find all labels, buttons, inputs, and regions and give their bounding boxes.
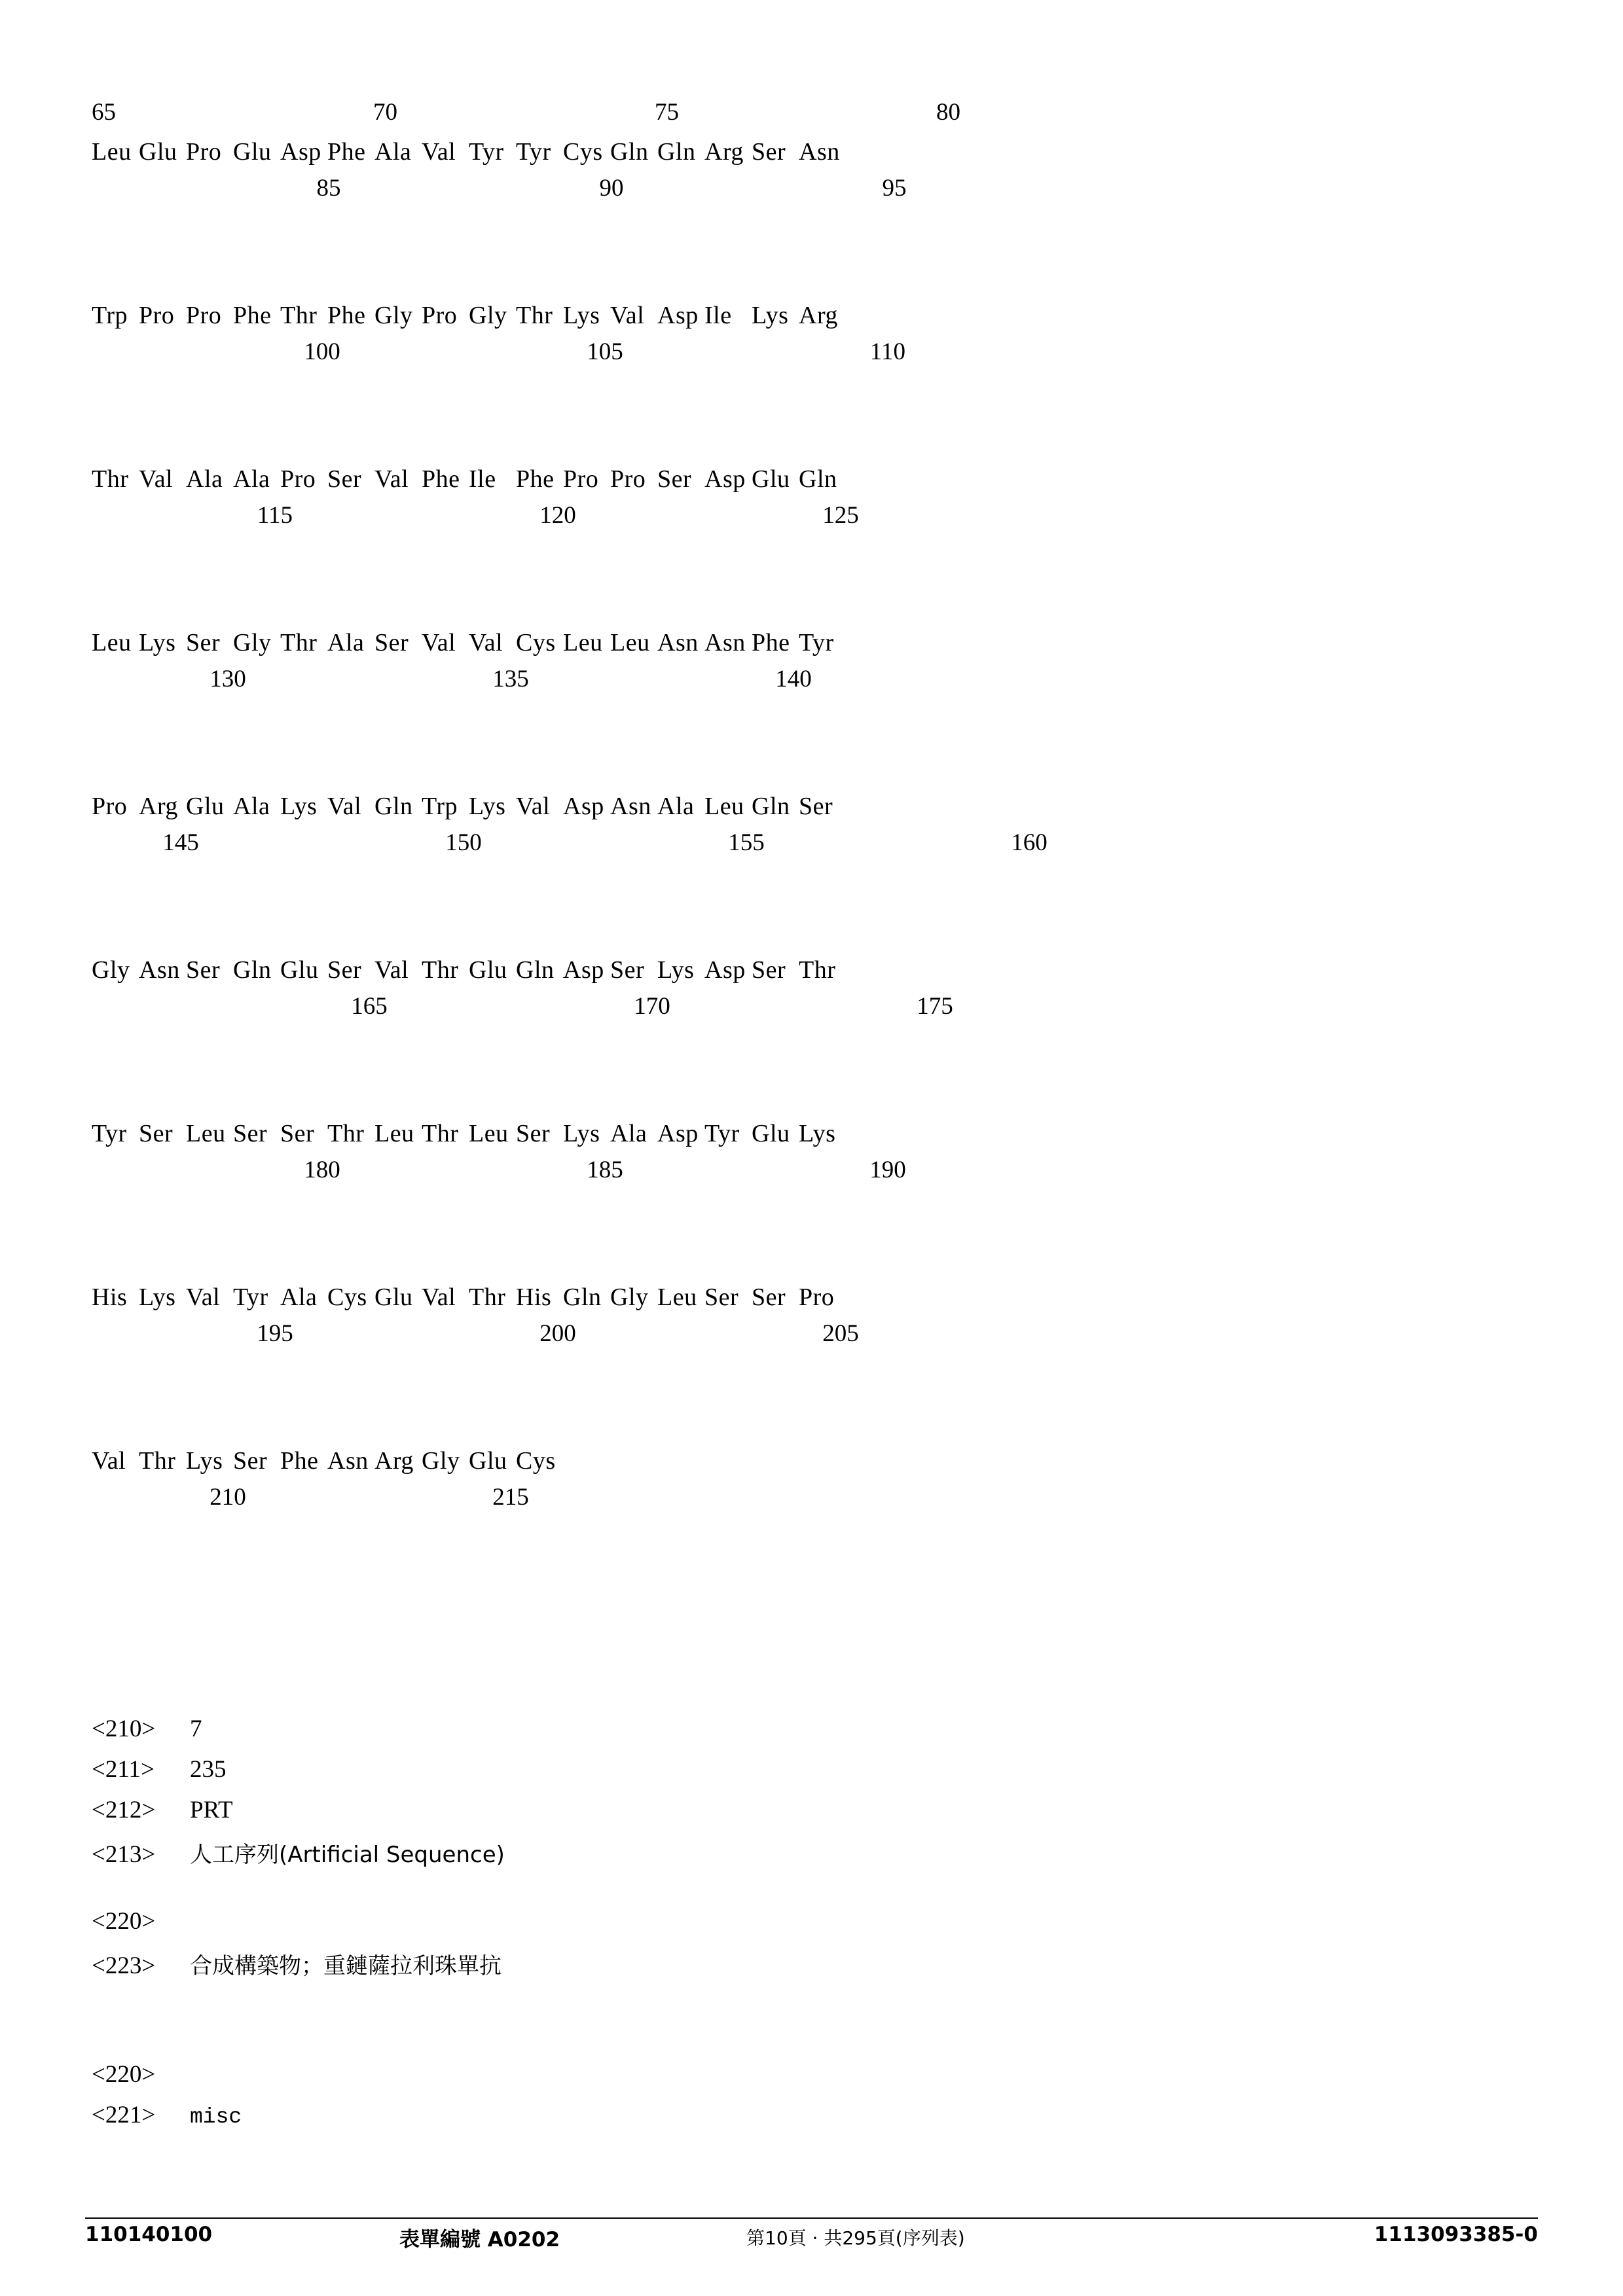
residue: Glu xyxy=(374,1283,413,1311)
residue-row xyxy=(92,1446,563,1475)
residue: Ile xyxy=(469,465,496,493)
sequence-block xyxy=(92,1446,1519,1610)
position-number: 170 xyxy=(634,993,670,1020)
tag-value: 235 xyxy=(190,1756,227,1783)
position-number: 130 xyxy=(210,666,246,692)
residue: Glu xyxy=(233,138,272,166)
residue: Ser xyxy=(516,1120,551,1147)
footer-form-number: 表單編號 A0202 xyxy=(399,2228,560,2251)
residue: Gln xyxy=(610,138,649,166)
residue: Val xyxy=(374,465,409,493)
position-number: 165 xyxy=(351,993,388,1020)
residue: Ser xyxy=(374,629,409,656)
number-row xyxy=(92,1319,1519,1352)
footer-row xyxy=(85,2223,1538,2255)
residue: Ser xyxy=(327,956,362,984)
residue: Ser xyxy=(657,465,692,493)
residue: Tyr xyxy=(92,1120,127,1147)
position-number: 90 xyxy=(599,175,624,202)
residue: Leu xyxy=(92,138,132,166)
sequence-block xyxy=(92,628,1519,792)
residue: Asp xyxy=(563,793,604,820)
residue: Glu xyxy=(752,1120,790,1147)
residue: Val xyxy=(139,465,173,493)
position-number: 200 xyxy=(539,1320,576,1347)
sequence-block xyxy=(92,1283,1519,1446)
position-number: 125 xyxy=(822,502,859,529)
page-footer xyxy=(0,2217,1623,2257)
residue: Ala xyxy=(610,1120,647,1147)
position-number: 160 xyxy=(1011,829,1048,856)
residue: Leu xyxy=(657,1283,697,1311)
residue: Asp xyxy=(280,138,321,166)
sequence-block xyxy=(92,956,1519,1119)
residue: Val xyxy=(186,1283,221,1311)
residue: Gln xyxy=(374,793,413,820)
residue: Val xyxy=(469,629,503,656)
tag-value: misc xyxy=(190,2105,242,2129)
residue: Lys xyxy=(563,1120,600,1147)
number-row xyxy=(92,1483,1519,1516)
residue: Gly xyxy=(92,956,130,984)
top-number-row xyxy=(92,98,1519,137)
position-number: 140 xyxy=(775,666,812,692)
tag-line xyxy=(92,1907,505,1948)
residue: Asn xyxy=(704,629,746,656)
residue: Asn xyxy=(657,629,699,656)
residue: Leu xyxy=(374,1120,414,1147)
residue: Val xyxy=(374,956,409,984)
tag-code: <212> xyxy=(92,1797,156,1823)
residue: Gln xyxy=(799,465,837,493)
residue: Ala xyxy=(280,1283,318,1311)
residue: Asp xyxy=(657,1120,699,1147)
residue: Ser xyxy=(186,956,221,984)
residue: Cys xyxy=(563,138,603,166)
residue: Cys xyxy=(516,629,556,656)
residue: Asp xyxy=(563,956,604,984)
residue: Asp xyxy=(704,956,746,984)
residue: Ser xyxy=(233,1447,268,1475)
residue: Ala xyxy=(186,465,223,493)
residue: Thr xyxy=(327,1120,365,1147)
residue: Val xyxy=(516,793,551,820)
residue: Tyr xyxy=(799,629,834,656)
residue: Phe xyxy=(280,1447,319,1475)
tag-code: <213> xyxy=(92,1841,156,1868)
residue: Gly xyxy=(422,1447,460,1475)
residue: Ser xyxy=(233,1120,268,1147)
residue: Thr xyxy=(280,629,318,656)
residue: Ala xyxy=(327,629,365,656)
position-number: 80 xyxy=(936,99,960,126)
sequence-block xyxy=(92,465,1519,628)
position-number: 195 xyxy=(257,1320,293,1347)
residue: Ala xyxy=(657,793,695,820)
footer-right-code: 1113093385-0 xyxy=(1374,2223,1538,2246)
residue: Lys xyxy=(469,793,506,820)
residue-row xyxy=(92,1283,846,1312)
residue: Gln xyxy=(233,956,272,984)
residue: Lys xyxy=(799,1120,836,1147)
position-number: 110 xyxy=(869,338,906,365)
residue: Thr xyxy=(92,465,129,493)
residue: Gly xyxy=(469,302,507,329)
residue: Glu xyxy=(469,1447,507,1475)
residue: Leu xyxy=(704,793,744,820)
tag-code: <211> xyxy=(92,1756,155,1783)
tag-line xyxy=(92,1755,505,1796)
residue: Glu xyxy=(469,956,507,984)
residue: Lys xyxy=(752,302,789,329)
residue: Val xyxy=(92,1447,126,1475)
residue: Val xyxy=(610,302,645,329)
tag-code: <220> xyxy=(92,1908,156,1935)
residue: Pro xyxy=(186,138,222,166)
residue: Thr xyxy=(516,302,553,329)
residue: Phe xyxy=(422,465,460,493)
residue: Gln xyxy=(752,793,790,820)
tag-spacer xyxy=(92,1877,505,1907)
residue: Glu xyxy=(280,956,319,984)
residue: His xyxy=(516,1283,552,1311)
residue: Ala xyxy=(233,465,270,493)
residue-row xyxy=(92,956,846,984)
residue: Gln xyxy=(516,956,555,984)
position-number: 65 xyxy=(92,99,116,126)
residue: Tyr xyxy=(516,138,551,166)
tag-spacer xyxy=(92,1988,505,2060)
tag-code: <221> xyxy=(92,2102,156,2128)
number-row xyxy=(92,501,1519,534)
residue: Asp xyxy=(704,465,746,493)
tag-line xyxy=(92,1948,505,1988)
residue: Arg xyxy=(374,1447,414,1475)
residue: Arg xyxy=(704,138,744,166)
position-number: 145 xyxy=(162,829,199,856)
residue: Leu xyxy=(563,629,603,656)
residue: Val xyxy=(327,793,362,820)
tag-line xyxy=(92,2101,505,2142)
residue: Ser xyxy=(799,793,833,820)
footer-divider xyxy=(85,2217,1538,2219)
residue: His xyxy=(92,1283,128,1311)
number-row xyxy=(92,1156,1519,1189)
residue: Ser xyxy=(139,1120,173,1147)
residue: Val xyxy=(422,629,456,656)
sequence-block xyxy=(92,301,1519,465)
position-number: 115 xyxy=(257,502,293,529)
residue: Gln xyxy=(657,138,696,166)
tag-value: PRT xyxy=(190,1797,233,1823)
tag-value: 7 xyxy=(190,1715,202,1742)
residue-row xyxy=(92,465,846,493)
tag-code: <220> xyxy=(92,2061,156,2088)
position-number: 210 xyxy=(210,1484,246,1511)
residue: Pro xyxy=(799,1283,835,1311)
tag-code: <210> xyxy=(92,1715,156,1742)
footer-page-info: 第10頁 · 共295頁(序列表) xyxy=(746,2227,965,2249)
residue: Arg xyxy=(799,302,838,329)
residue: Thr xyxy=(422,1120,459,1147)
position-number: 155 xyxy=(728,829,765,856)
position-number: 215 xyxy=(492,1484,529,1511)
position-number: 135 xyxy=(492,666,529,692)
residue: Cys xyxy=(327,1283,367,1311)
residue: Phe xyxy=(752,629,790,656)
residue: Ser xyxy=(327,465,362,493)
residue: Glu xyxy=(139,138,177,166)
sequence-blocks xyxy=(92,137,1519,1610)
residue: Trp xyxy=(92,302,128,329)
residue: Thr xyxy=(422,956,459,984)
residue: Ala xyxy=(374,138,412,166)
residue: Pro xyxy=(186,302,222,329)
residue: Val xyxy=(422,1283,456,1311)
residue: Gln xyxy=(563,1283,602,1311)
residue: Asn xyxy=(799,138,840,166)
residue-row xyxy=(92,628,846,657)
residue: Phe xyxy=(516,465,555,493)
residue: Gly xyxy=(374,302,413,329)
residue: Glu xyxy=(186,793,225,820)
tag-line xyxy=(92,1715,505,1755)
position-number: 205 xyxy=(822,1320,859,1347)
residue: Thr xyxy=(280,302,318,329)
position-number: 190 xyxy=(869,1157,906,1183)
residue: Pro xyxy=(139,302,175,329)
residue-row xyxy=(92,301,846,330)
residue: Ile xyxy=(704,302,732,329)
residue: Gly xyxy=(233,629,272,656)
residue: Lys xyxy=(186,1447,223,1475)
residue: Tyr xyxy=(704,1120,740,1147)
residue: Tyr xyxy=(469,138,504,166)
sequence-listing-body xyxy=(92,98,1519,1610)
residue: Pro xyxy=(422,302,458,329)
residue: Leu xyxy=(610,629,650,656)
position-number: 185 xyxy=(587,1157,623,1183)
tag-value: 人工序列(Artificial Sequence) xyxy=(190,1842,505,1868)
residue-row xyxy=(92,1119,846,1148)
residue: Thr xyxy=(139,1447,176,1475)
number-row xyxy=(92,992,1519,1025)
residue-row xyxy=(92,792,846,821)
residue: Phe xyxy=(233,302,272,329)
residue: Ser xyxy=(280,1120,315,1147)
number-row xyxy=(92,338,1519,370)
tag-line xyxy=(92,1837,505,1877)
residue: Ser xyxy=(752,138,786,166)
tag-line xyxy=(92,1796,505,1837)
residue: Leu xyxy=(92,629,132,656)
sequence-block xyxy=(92,1119,1519,1283)
residue: Pro xyxy=(280,465,316,493)
position-number: 180 xyxy=(304,1157,340,1183)
residue: Thr xyxy=(469,1283,506,1311)
residue: Ser xyxy=(752,1283,786,1311)
footer-left-code: 110140100 xyxy=(85,2223,213,2246)
tag-value: 合成構築物；重鏈薩拉利珠單抗 xyxy=(190,1953,501,1979)
tag-list xyxy=(92,1715,505,2142)
residue-row xyxy=(92,137,846,166)
residue: Asn xyxy=(327,1447,369,1475)
position-number: 175 xyxy=(917,993,953,1020)
residue: Asn xyxy=(610,793,651,820)
tag-code: <223> xyxy=(92,1952,156,1979)
residue: Ser xyxy=(610,956,645,984)
position-number: 150 xyxy=(445,829,482,856)
residue: Lys xyxy=(563,302,600,329)
residue: Lys xyxy=(139,629,176,656)
residue: Thr xyxy=(799,956,836,984)
position-number: 70 xyxy=(373,99,397,126)
residue: Asp xyxy=(657,302,699,329)
position-number: 105 xyxy=(587,338,623,365)
residue: Leu xyxy=(186,1120,226,1147)
residue: Leu xyxy=(469,1120,509,1147)
residue: Phe xyxy=(327,302,366,329)
residue: Glu xyxy=(752,465,790,493)
residue: Pro xyxy=(610,465,646,493)
residue: Cys xyxy=(516,1447,556,1475)
position-number: 100 xyxy=(304,338,340,365)
position-number: 85 xyxy=(316,175,341,202)
residue: Lys xyxy=(657,956,695,984)
position-number: 75 xyxy=(655,99,679,126)
tag-line xyxy=(92,2060,505,2101)
residue: Lys xyxy=(139,1283,176,1311)
residue: Ser xyxy=(186,629,221,656)
sequence-block xyxy=(92,137,1519,301)
residue: Pro xyxy=(92,793,128,820)
number-row xyxy=(92,174,1519,207)
residue: Pro xyxy=(563,465,599,493)
residue: Arg xyxy=(139,793,178,820)
residue: Ser xyxy=(704,1283,739,1311)
sequence-block xyxy=(92,792,1519,956)
number-row xyxy=(92,665,1519,698)
residue: Trp xyxy=(422,793,458,820)
residue: Gly xyxy=(610,1283,649,1311)
residue: Val xyxy=(422,138,456,166)
position-number: 120 xyxy=(539,502,576,529)
residue: Ala xyxy=(233,793,270,820)
residue: Tyr xyxy=(233,1283,268,1311)
residue: Ser xyxy=(752,956,786,984)
residue: Asn xyxy=(139,956,180,984)
residue: Lys xyxy=(280,793,318,820)
number-row xyxy=(92,829,1519,861)
position-number: 95 xyxy=(882,175,907,202)
residue: Phe xyxy=(327,138,366,166)
